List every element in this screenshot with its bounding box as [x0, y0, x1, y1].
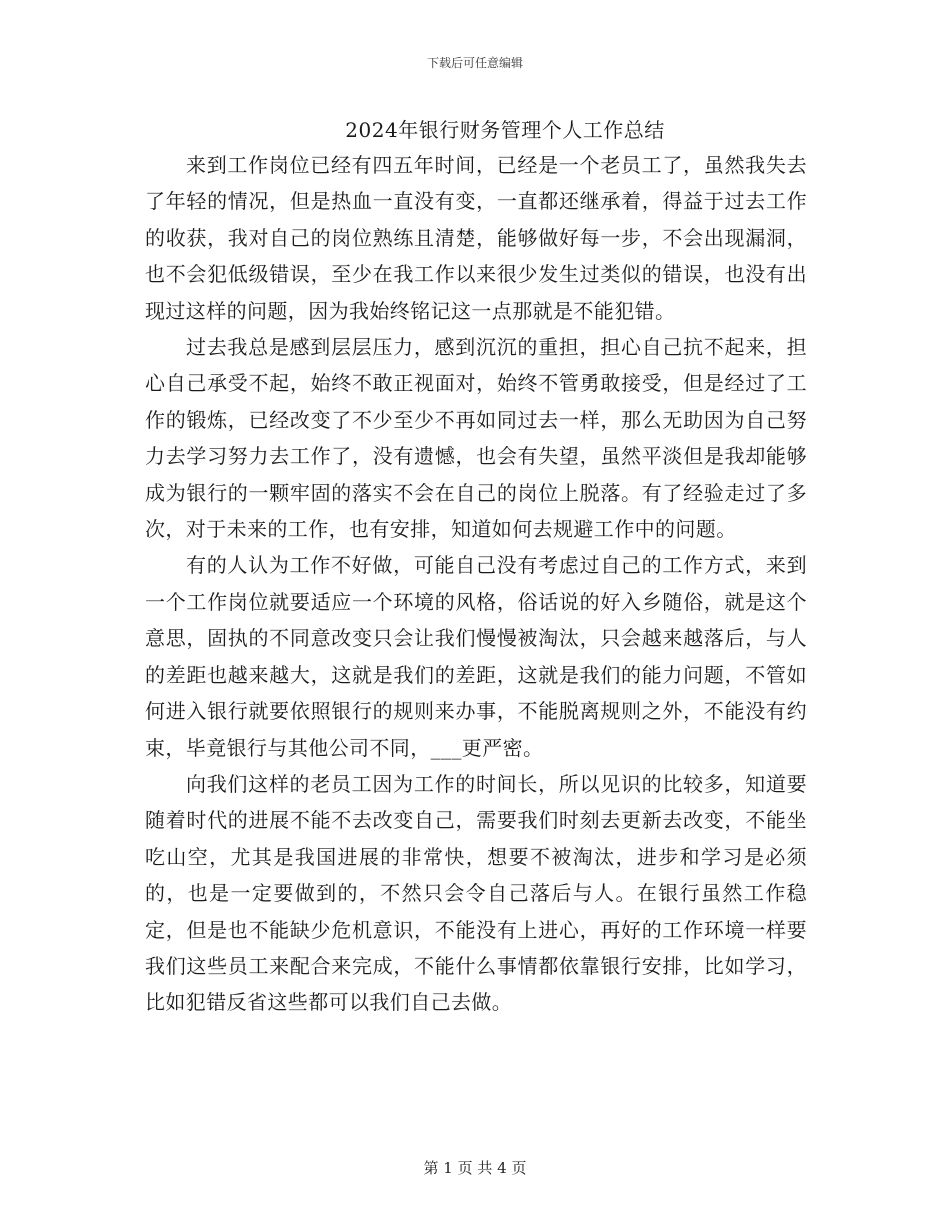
paragraph: 过去我总是感到层层压力，感到沉沉的重担，担心自己抗不起来，担心自己承受不起，始终不敢正视面对，始终不管勇敢接受，但是经过了工作的锻炼，已经改变了不少至少不再如同过去一样，那么无助因为自己努力去学习努力去工作了，没有遗憾，也会有失望，虽然平淡但是我却能够成为银行的一颗牢固的落实不会在自己的岗位上脱落。有了经验走过了多次，对于未来的工作，也有安排，知道如何去规避工作中的问题。 — [145, 335, 807, 542]
document-title: 2024年银行财务管理个人工作总结 — [345, 118, 665, 142]
paragraph: 有的人认为工作不好做，可能自己没有考虑过自己的工作方式，来到一个工作岗位就要适应一个环境的风格，俗话说的好入乡随俗，就是这个意思，固执的不同意改变只会让我们慢慢被淘汰，只会越来越落后，与人的差距也越来越大，这就是我们的差距，这就是我们的能力问题，不管如何进入银行就要依照银行的规则来办事，不能脱离规则之外，不能没有约束，毕竟银行与其他公司不同，___更严密。 — [145, 553, 807, 760]
header-note: 下载后可任意编辑 — [426, 56, 523, 70]
paragraph: 来到工作岗位已经有四五年时间，已经是一个老员工了，虽然我失去了年轻的情况，但是热血一直没有变，一直都还继承着，得益于过去工作的收获，我对自己的岗位熟练且清楚，能够做好每一步，不会出现漏洞，也不会犯低级错误，至少在我工作以来很少发生过类似的错误，也没有出现过这样的问题，因为我始终铭记这一点那就是不能犯错。 — [145, 153, 807, 323]
page-number-footer: 第 1 页 共 4 页 — [423, 1159, 527, 1177]
document-body — [145, 147, 807, 1021]
paragraph: 向我们这样的老员工因为工作的时间长，所以见识的比较多，知道要随着时代的进展不能不去改变自己，需要我们时刻去更新去改变，不能坐吃山空，尤其是我国进展的非常快，想要不被淘汰，进步和学习是必须的，也是一定要做到的，不然只会令自己落后与人。在银行虽然工作稳定，但是也不能缺少危机意识，不能没有上进心，再好的工作环境一样要我们这些员工来配合来完成，不能什么事情都依靠银行安排，比如学习，比如犯错反省这些都可以我们自己去做。 — [145, 771, 807, 1015]
